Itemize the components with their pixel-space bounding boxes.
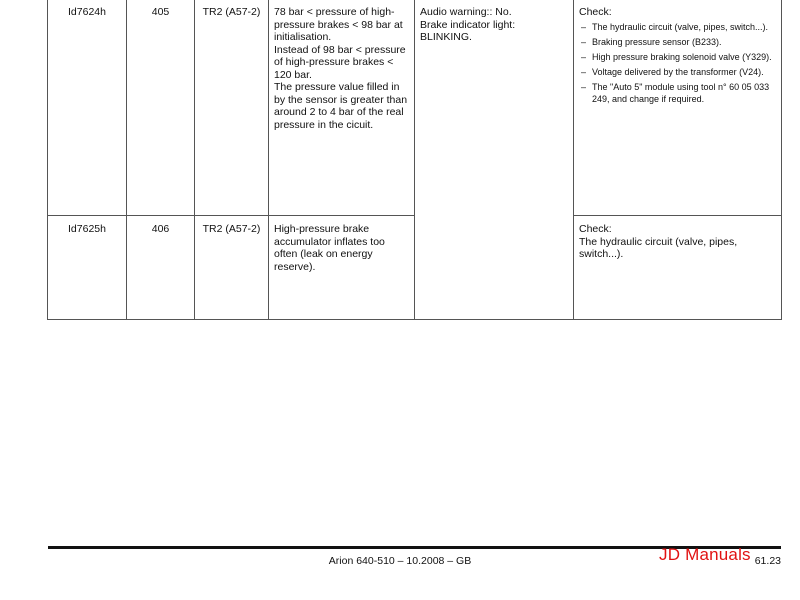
check-item: – Voltage delivered by the transformer (V24). (579, 66, 776, 78)
description-line: 78 bar < pressure of high- (274, 6, 395, 18)
check-item: – High pressure braking solenoid valve (Y329). (579, 51, 776, 63)
check-item: – The hydraulic circuit (valve, pipes, switch...). (579, 21, 776, 33)
check-list (579, 21, 776, 105)
footer-document-info: Arion 640-510 – 10.2008 – GB (328, 555, 472, 567)
effects-line: Audio warning:: No. (420, 6, 512, 18)
action-cell (574, 216, 782, 320)
description-line: around 2 to 4 bar of the real (274, 106, 404, 118)
description-cell (269, 216, 415, 320)
description-line: often (leak on energy (274, 248, 373, 260)
fault-code-cell: 406 (127, 216, 195, 320)
page-number: 61.23 (754, 555, 781, 567)
description-line: The pressure value filled in (274, 81, 400, 93)
fault-code-table (47, 0, 782, 320)
check-item: – The "Auto 5" module using tool n° 60 05 033 249, and change if required. (579, 81, 776, 105)
description-line: reserve). (274, 260, 316, 273)
action-title: Check: (579, 6, 612, 18)
action-cell (574, 0, 782, 216)
effects-line: Brake indicator light: BLINKING. (420, 18, 516, 43)
description-line: initialisation. (274, 31, 332, 43)
description-cell (269, 0, 415, 216)
check-item: – Braking pressure sensor (B233). (579, 36, 776, 48)
description-line: accumulator inflates too (274, 235, 385, 248)
effects-cell (415, 0, 574, 320)
description-line: Instead of 98 bar < pressure (274, 43, 406, 56)
description-line: High-pressure brake (274, 223, 370, 235)
description-line: by the sensor is greater than (274, 93, 408, 106)
description-line: pressure brakes < 98 bar at (274, 18, 403, 31)
action-line: The hydraulic circuit (valve, pipes, (579, 235, 738, 248)
watermark: JD Manuals (659, 545, 751, 564)
fault-id-cell: Id7625h (48, 216, 127, 320)
description-line: 120 bar. (274, 68, 312, 81)
fault-code-cell: 405 (127, 0, 195, 216)
unit-cell: TR2 (A57-2) (195, 216, 269, 320)
unit-cell: TR2 (A57-2) (195, 0, 269, 216)
action-line: switch...). (579, 248, 624, 260)
action-title: Check: (579, 223, 612, 235)
table-row (48, 0, 782, 216)
description-line: of high-pressure brakes < (274, 56, 394, 68)
description-line: pressure in the cicuit. (274, 118, 374, 131)
fault-id-cell: Id7624h (48, 0, 127, 216)
